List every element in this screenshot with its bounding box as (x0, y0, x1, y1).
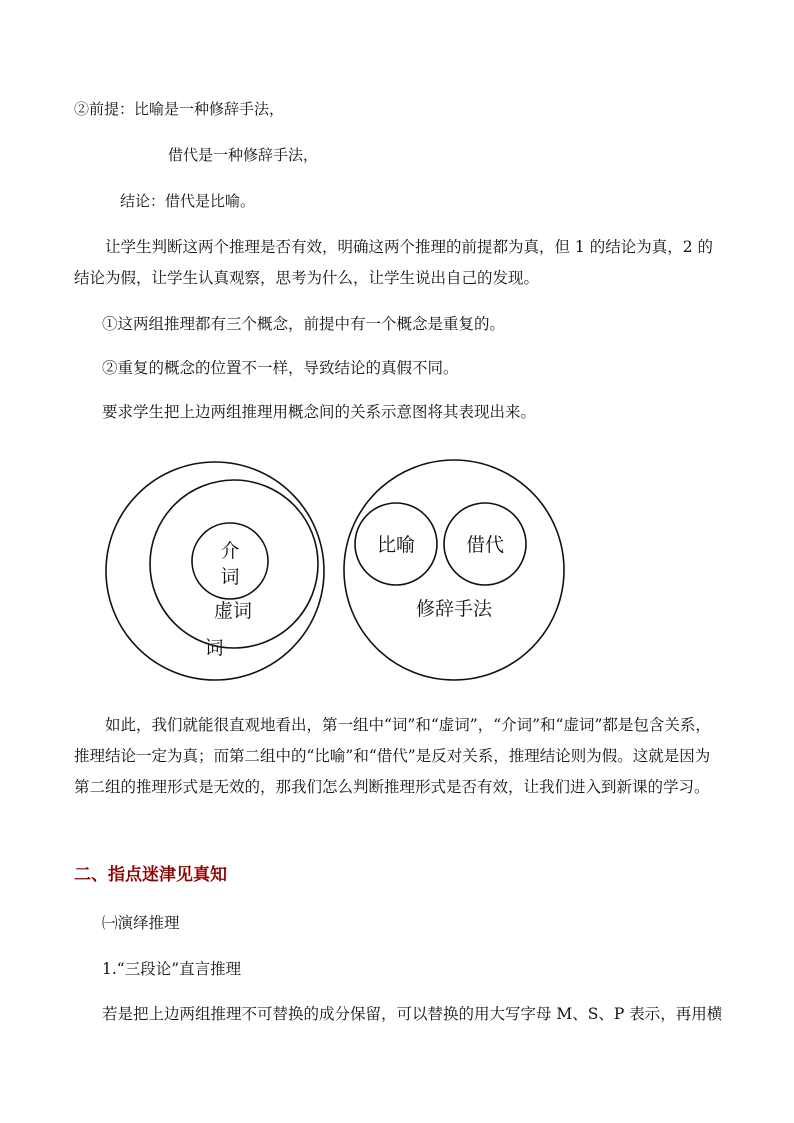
premise-line-1: ②前提：比喻是一种修辞手法， (74, 100, 285, 118)
paragraph-judge: 让学生判断这两个推理是否有效，明确这两个推理的前提都为真，但 1 的结论为真，2 的结论为假，让学生认真观察，思考为什么，让学生说出自己的发现。 (74, 238, 714, 287)
conclusion-line: 结论：借代是比喻。 (120, 192, 256, 210)
paragraph-replace: 若是把上边两组推理不可替换的成分保留，可以替换的用大写字母 M、S、P 表示，再用横 (102, 1005, 723, 1023)
subheading-deduction: ㈠演绎推理 (102, 914, 180, 932)
label-ci-outer: 词 (204, 637, 224, 659)
label-biyu: 比喻 (376, 534, 416, 556)
instruction-line: 要求学生把上边两组推理用概念间的关系示意图将其表现出来。 (102, 403, 537, 421)
concept-relation-diagram (0, 450, 794, 690)
item-syllogism: 1.“三段论”直言推理 (102, 960, 242, 978)
middle-circle-xuci (150, 480, 318, 648)
label-ci-inner: 词 (220, 566, 240, 588)
paragraph-conclusion: 如此，我们就能很直观地看出，第一组中“词”和“虚词”，“介词”和“虚词”都是包含关系，推理结论一定为真；而第二组中的“比喻”和“借代”是反对关系，推理结论则为假。这就是因为第二组的推理形式是无效的，那我们怎么判断推理形式是否有效，让我们进入到新课的学习。 (74, 716, 711, 796)
finding-2: ②重复的概念的位置不一样，导致结论的真假不同。 (102, 359, 459, 377)
section-heading: 二、指点迷津见真知 (74, 865, 227, 885)
label-xuci: 虚词 (213, 600, 253, 622)
left-diagram (106, 462, 324, 680)
label-xiucishoufa: 修辞手法 (415, 598, 493, 620)
finding-1: ①这两组推理都有三个概念，前提中有一个概念是重复的。 (102, 315, 506, 333)
label-jie: 介 (220, 540, 240, 562)
premise-line-2: 借代是一种修辞手法， (168, 146, 319, 164)
label-jiedai: 借代 (465, 534, 505, 556)
right-diagram (344, 460, 564, 680)
